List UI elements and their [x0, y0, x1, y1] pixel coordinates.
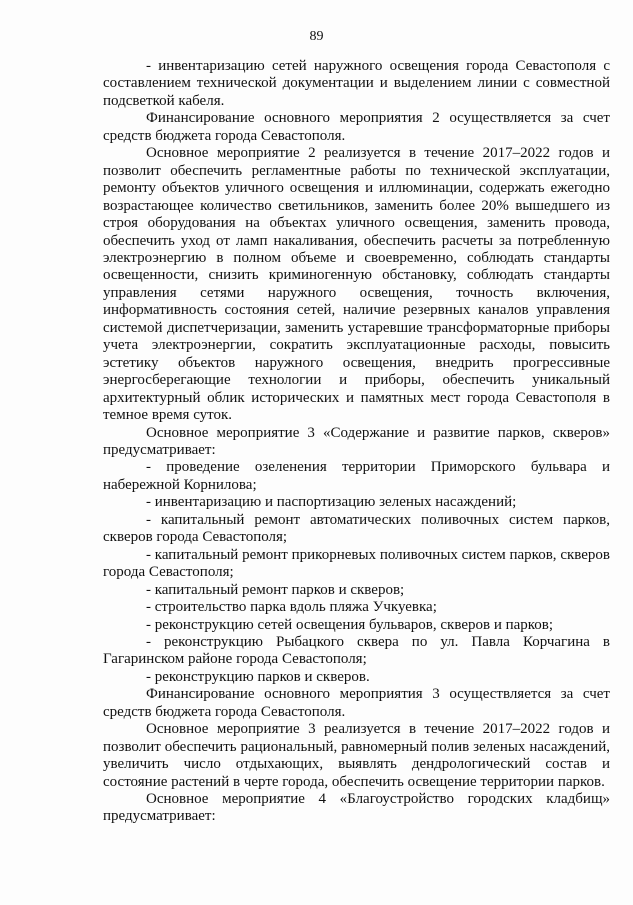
paragraph: - капитальный ремонт прикорневых поливочных систем парков, скверов города Севастополя;	[103, 546, 610, 581]
paragraph: - капитальный ремонт парков и скверов;	[146, 581, 405, 598]
paragraph: Основное мероприятие 2 реализуется в течение 2017–2022 годов и позволит обеспечить регламентные работы по технической эксплуатации, ремонту объектов уличного освещения и иллюминации, содержать ежегодно возрастающее количество светильников, заменить более 20% вышедшего из строя оборудования на объектах уличного освещения, заменить провода, обеспечить уход от ламп накаливания, обеспечить расчеты за потребленную электроэнергию в полном объеме и своевременно, соблюдать стандарты освещенности, снизить криминогенную обстановку, соблюдать стандарты управления сетями наружного освещения, точность включения, информативность состояния сетей, наличие резервных каналов управления системой диспетчеризации, заменить устаревшие трансформаторные приборы учета электроэнергии, сократить эксплуатационные расходы, повысить эстетику объектов наружного освещения, внедрить прогрессивные энергосберегающие технологии и приборы, обеспечить уникальный архитектурный облик исторических и памятных мест города Севастополя в темное время суток.	[103, 145, 610, 424]
paragraph: Основное мероприятие 3 реализуется в течение 2017–2022 годов и позволит обеспечить рациональный, равномерный полив зеленых насаждений, увеличить число отдыхающих, выявлять дендрологический состав и состояние растений в черте города, обеспечить освещение территории парков.	[103, 721, 610, 790]
paragraph: - проведение озеленения территории Приморского бульвара и набережной Корнилова;	[103, 459, 610, 493]
paragraph: - инвентаризацию и паспортизацию зеленых насаждений;	[146, 494, 517, 511]
paragraph: - строительство парка вдоль пляжа Учкуевка;	[146, 599, 437, 616]
paragraph: - реконструкцию парков и скверов.	[146, 668, 370, 685]
paragraph: Основное мероприятие 3 «Содержание и развитие парков, скверов» предусматривает:	[103, 424, 610, 458]
paragraph: - реконструкцию сетей освещения бульваров, скверов и парков;	[146, 616, 554, 633]
document-body	[103, 58, 610, 826]
page-number: 89	[309, 29, 324, 44]
paragraph: - реконструкцию Рыбацкого сквера по ул. Павла Корчагина в Гагаринском районе города Севастополя;	[103, 633, 610, 668]
paragraph: - капитальный ремонт автоматических поливочных систем парков, скверов города Севастополя;	[103, 511, 610, 546]
paragraph: Основное мероприятие 4 «Благоустройство городских кладбищ» предусматривает:	[103, 791, 610, 825]
paragraph: - инвентаризацию сетей наружного освещения города Севастополя с составлением технической документации и выделением линии с совместной подсветкой кабеля.	[103, 58, 610, 109]
paragraph: Финансирование основного мероприятия 3 осуществляется за счет средств бюджета города Севастополя.	[103, 686, 610, 720]
paragraph: Финансирование основного мероприятия 2 осуществляется за счет средств бюджета города Севастополя.	[103, 110, 610, 144]
